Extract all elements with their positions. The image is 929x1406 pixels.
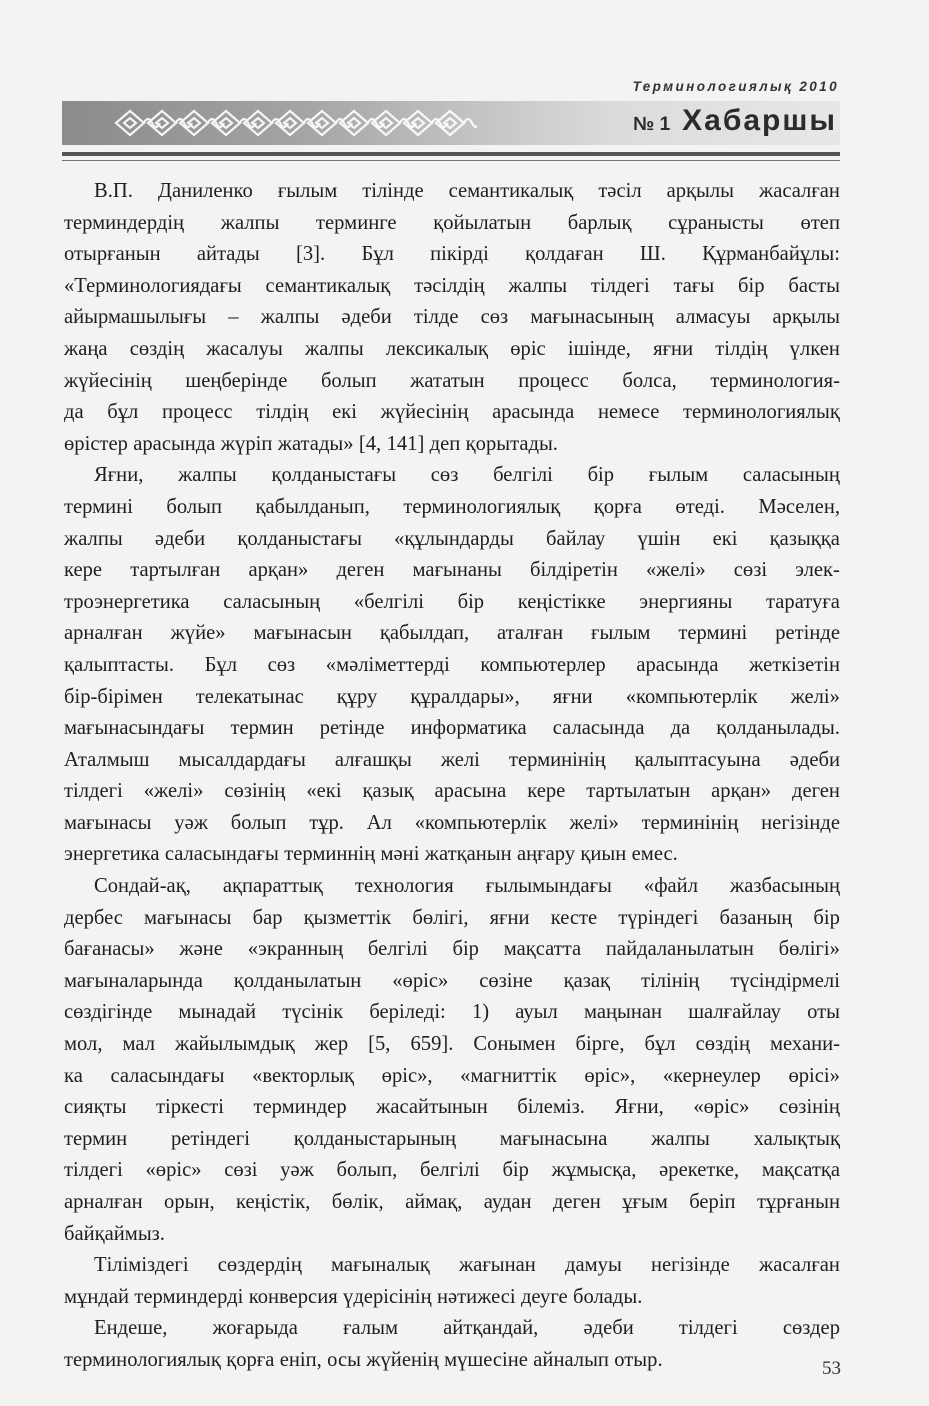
text-line: бір-бірімен телекатынас құру құралдары», яғни «компьютерлік желі» — [64, 685, 840, 708]
text-line: отырғанын айтады [3]. Бұл пікірді қолдаған Ш. Құрманбайұлы: — [64, 243, 840, 266]
text-line: кере тартылған арқан» деген мағынаны білдіретін «желі» сөзі элек- — [64, 559, 840, 582]
journal-name: Терминологиялық 2010 — [632, 79, 839, 94]
text-line: қалыптасты. Бұл сөз «мәліметтерді компьютерлер арасында жеткізетін — [64, 653, 840, 676]
ornament-pattern-icon — [112, 103, 477, 143]
text-line: мағынасы уәж болып тұр. Ал «компьютерлік желі» терминінің негізінде — [64, 811, 840, 834]
issue-title: Хабаршы — [682, 104, 837, 137]
issue-heading — [633, 104, 837, 138]
text-line: Яғни, жалпы қолданыстағы сөз белгілі бір ғылым саласының — [94, 464, 840, 487]
article-body — [64, 176, 840, 1377]
text-line: Тіліміздегі сөздердің мағыналық жағынан дамуы негізінде жасалған — [94, 1254, 840, 1277]
header-rule-thin — [62, 160, 840, 161]
text-line: термині болып қабылданып, терминологиялық қорға өтеді. Мәселен, — [64, 495, 840, 518]
text-line: терминдердің жалпы терминге қойылатын барлық сұранысты өтеп — [64, 211, 840, 234]
text-line: тілдегі «желі» сөзінің «екі қазық арасына кере тартылатын арқан» деген — [64, 780, 840, 803]
text-line: В.П. Даниленко ғылым тілінде семантикалық тәсіл арқылы жасалған — [94, 180, 840, 202]
text-line: сияқты тіркесті терминдер жасайтынын білеміз. Яғни, «өріс» сөзінің — [64, 1096, 840, 1119]
text-line: Ендеше, жоғарыда ғалым айтқандай, әдеби тілдегі сөздер — [94, 1317, 840, 1340]
text-line: жаңа сөздің жасалуы жалпы лексикалық өріс ішінде, яғни тілдің үлкен — [64, 337, 840, 360]
text-line: термин ретіндегі қолданыстарының мағынасына жалпы халықтық — [64, 1127, 840, 1150]
text-line: тілдегі «өріс» сөзі уәж болып, белгілі бір жұмысқа, әрекетке, мақсатқа — [64, 1159, 840, 1182]
text-line: айырмашылығы – жалпы әдеби тілде сөз мағынасының алмасуы арқылы — [64, 306, 840, 329]
text-line: энергетика саласындағы терминнің мәні жатқанын аңғару қиын емес. — [64, 843, 678, 866]
text-line: мол, мал жайылымдық жер [5, 659]. Сонымен бірге, бұл сөздің механи- — [64, 1033, 840, 1056]
text-line: байқаймыз. — [64, 1222, 165, 1245]
text-line: Сондай-ақ, ақпараттық технология ғылымындағы «файл жазбасының — [94, 875, 840, 898]
text-line: жүйесінің шеңберінде болып жататын процесс болса, терминология- — [64, 369, 840, 392]
text-line: бағанасы» және «экранның белгілі бір мақсатта пайдаланылатын бөлігі» — [64, 938, 840, 961]
header-rule-thick — [62, 152, 840, 156]
issue-number: № 1 — [633, 114, 671, 135]
text-line: мағыналарында қолданылатын «өріс» сөзіне қазақ тілінің түсіндірмелі — [64, 969, 840, 992]
text-line: дербес мағынасы бар қызметтік бөлігі, яғни кесте түріндегі базаның бір — [64, 906, 840, 929]
page-number: 53 — [822, 1358, 841, 1379]
text-line: «Терминологиядағы семантикалық тәсілдің жалпы тілдегі тағы бір басты — [64, 274, 840, 297]
text-line: жалпы әдеби қолданыстағы «құлындарды байлау үшін екі қазыққа — [64, 527, 840, 550]
text-line: мұндай терминдерді конверсия үдерісінің нәтижесі деуге болады. — [64, 1285, 643, 1308]
text-line: сөздігінде мынадай түсінік беріледі: 1) ауыл маңынан шалғайлау оты — [64, 1001, 840, 1024]
text-line: арналған жүйе» мағынасын қабылдап, аталған ғылым термині ретінде — [64, 622, 840, 645]
text-line: арналған орын, кеңістік, бөлік, аймақ, аудан деген ұғым беріп тұрғанын — [64, 1191, 840, 1213]
text-line: өрістер арасында жүріп жатады» [4, 141] деп қорытады. — [64, 432, 558, 455]
text-line: мағынасындағы термин ретінде информатика саласында да қолданылады. — [64, 717, 840, 740]
text-line: ка саласындағы «векторлық өріс», «магниттік өріс», «кернеулер өрісі» — [64, 1064, 840, 1087]
text-line: Аталмыш мысалдардағы алғашқы желі терминінің қалыптасуына әдеби — [64, 748, 840, 771]
text-line: да бұл процесс тілдің екі жүйесінің арасында немесе терминологиялық — [64, 401, 840, 424]
text-line: терминологиялық қорға еніп, осы жүйенің мүшесіне айналып отыр. — [64, 1348, 663, 1371]
text-line: троэнергетика саласының «белгілі бір кеңістікке энергияны таратуға — [64, 590, 840, 613]
